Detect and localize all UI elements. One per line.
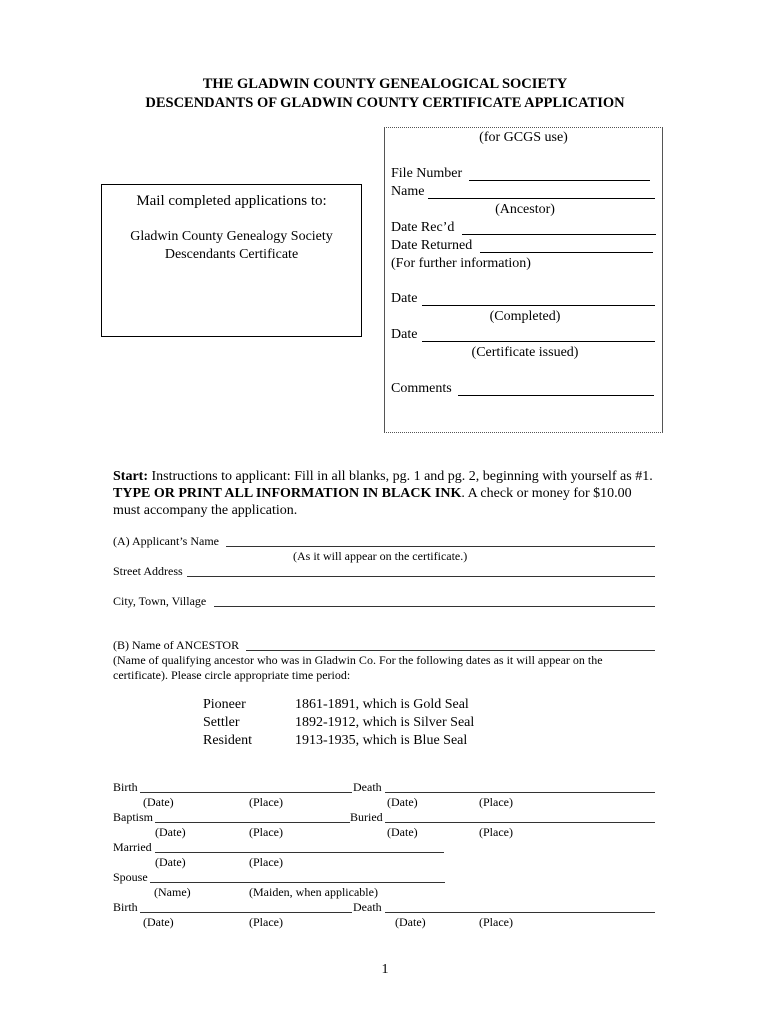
buried-field[interactable]: [385, 822, 655, 823]
instructions-text: Instructions to applicant: Fill in all blanks, pg. 1 and pg. 2, beginning with yourself as #1.: [148, 469, 653, 484]
birth-field[interactable]: [140, 792, 352, 793]
office-ancestor-caption: (Ancestor): [495, 202, 555, 217]
certificate-issued-caption: (Certificate issued): [471, 345, 579, 360]
ancestor-name-label: (B) Name of ANCESTOR: [113, 638, 240, 652]
death-label: Death: [353, 780, 382, 794]
instructions-line2: [113, 486, 632, 502]
date-returned-label: Date Returned: [391, 238, 473, 253]
period-resident-range: 1913-1935, which is Blue Seal: [295, 733, 468, 748]
death-date-caption: (Date): [387, 795, 418, 809]
married-field[interactable]: [155, 852, 444, 853]
baptism-place-caption: (Place): [249, 825, 283, 839]
buried-label: Buried: [350, 810, 383, 824]
spouse-birth-date-caption: (Date): [143, 915, 174, 929]
ancestor-note-line2: certificate). Please circle appropriate time period:: [113, 668, 351, 682]
spouse-name-caption: (Name): [154, 885, 191, 899]
period-settler[interactable]: Settler: [203, 715, 240, 730]
file-number-field[interactable]: [469, 180, 650, 181]
street-address-field[interactable]: [187, 576, 655, 577]
applicant-name-note: (As it will appear on the certificate.): [293, 549, 468, 563]
file-number-label: File Number: [391, 166, 463, 181]
applicant-name-label: (A) Applicant’s Name: [113, 534, 219, 548]
completed-caption: (Completed): [489, 309, 561, 324]
date-returned-field[interactable]: [480, 252, 653, 253]
period-resident[interactable]: Resident: [203, 733, 252, 748]
spouse-death-field[interactable]: [385, 912, 655, 913]
period-pioneer-range: 1861-1891, which is Gold Seal: [295, 697, 469, 712]
applicant-name-field[interactable]: [226, 546, 655, 547]
baptism-field[interactable]: [155, 822, 350, 823]
death-place-caption: (Place): [479, 795, 513, 809]
ancestor-name-field[interactable]: [246, 650, 655, 651]
black-ink-notice: TYPE OR PRINT ALL INFORMATION IN BLACK INK: [113, 486, 462, 501]
baptism-date-caption: (Date): [155, 825, 186, 839]
married-date-caption: (Date): [155, 855, 186, 869]
date-issued-label: Date: [391, 327, 418, 342]
date-recd-label: Date Rec’d: [391, 220, 455, 235]
further-info-caption: (For further information): [391, 256, 531, 271]
married-place-caption: (Place): [249, 855, 283, 869]
form-subtitle: DESCENDANTS OF GLADWIN COUNTY CERTIFICATE APPLICATION: [145, 95, 625, 111]
instructions-line3: must accompany the application.: [113, 503, 298, 518]
ancestor-note-line1: (Name of qualifying ancestor who was in Gladwin Co. For the following dates as it will appear on the: [113, 653, 603, 667]
office-use-heading: (for GCGS use): [479, 130, 568, 145]
birth-label: Birth: [113, 780, 138, 794]
death-field[interactable]: [385, 792, 655, 793]
spouse-death-label: Death: [353, 900, 382, 914]
payment-text: . A check or money for $10.00: [461, 486, 632, 501]
date-completed-label: Date: [391, 291, 418, 306]
mail-to-box: [101, 184, 362, 337]
baptism-label: Baptism: [113, 810, 154, 824]
mail-to-heading: Mail completed applications to:: [136, 193, 327, 209]
spouse-field[interactable]: [150, 882, 445, 883]
city-field[interactable]: [214, 606, 655, 607]
start-label: Start:: [113, 469, 148, 484]
buried-date-caption: (Date): [387, 825, 418, 839]
date-completed-field[interactable]: [422, 305, 655, 306]
office-name-label: Name: [391, 184, 425, 199]
date-issued-field[interactable]: [422, 341, 655, 342]
mail-to-address-line1: Gladwin County Genealogy Society: [130, 229, 333, 244]
instructions-line1: [113, 469, 653, 485]
comments-label: Comments: [391, 381, 452, 396]
birth-date-caption: (Date): [143, 795, 174, 809]
city-label: City, Town, Village: [113, 594, 207, 608]
spouse-birth-place-caption: (Place): [249, 915, 283, 929]
office-name-field[interactable]: [428, 198, 655, 199]
period-settler-range: 1892-1912, which is Silver Seal: [295, 715, 475, 730]
form-title: THE GLADWIN COUNTY GENEALOGICAL SOCIETY: [202, 76, 568, 92]
comments-field[interactable]: [458, 395, 654, 396]
married-label: Married: [113, 840, 152, 854]
mail-to-address-line2: Descendants Certificate: [164, 247, 299, 262]
spouse-maiden-caption: (Maiden, when applicable): [249, 885, 378, 899]
spouse-death-place-caption: (Place): [479, 915, 513, 929]
spouse-death-date-caption: (Date): [395, 915, 426, 929]
period-pioneer[interactable]: Pioneer: [203, 697, 246, 712]
spouse-birth-label: Birth: [113, 900, 138, 914]
spouse-birth-field[interactable]: [140, 912, 352, 913]
page-number: 1: [381, 962, 389, 977]
buried-place-caption: (Place): [479, 825, 513, 839]
date-recd-field[interactable]: [462, 234, 656, 235]
spouse-label: Spouse: [113, 870, 148, 884]
birth-place-caption: (Place): [249, 795, 283, 809]
street-address-label: Street Address: [113, 564, 183, 578]
